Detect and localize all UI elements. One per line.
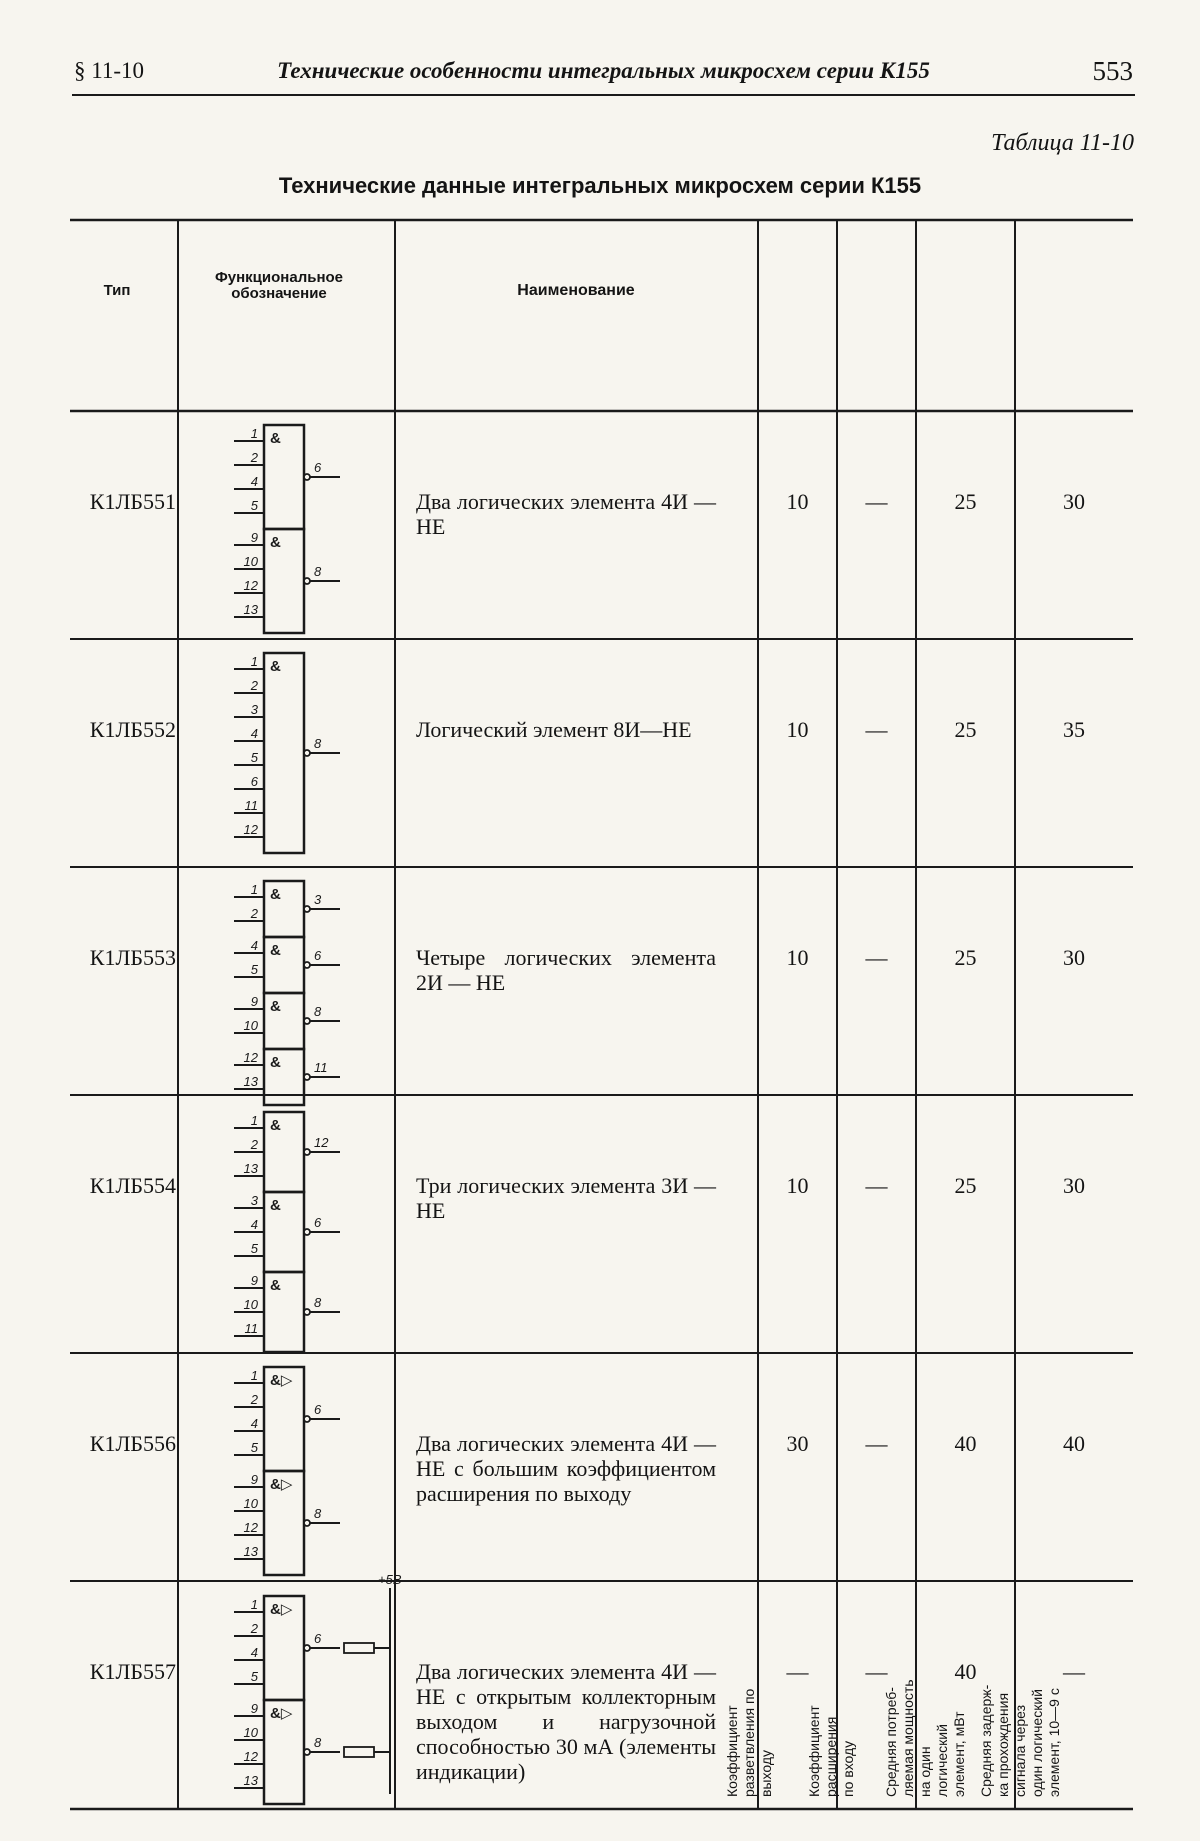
cell-fanout: 30 <box>786 1431 809 1456</box>
cell-power: 25 <box>954 489 977 514</box>
pin-label: 2 <box>250 906 258 921</box>
cell-delay: 30 <box>1063 945 1085 970</box>
cell-type: К1ЛБ557 <box>89 1659 176 1684</box>
cell-fanout: 10 <box>786 1173 809 1198</box>
cell-type: К1ЛБ554 <box>89 1173 176 1198</box>
cell-fanout: 10 <box>786 945 809 970</box>
pin-label: 11 <box>244 1321 258 1336</box>
inverter-bubble <box>304 578 310 584</box>
pin-label: 6 <box>314 1631 322 1646</box>
pin-label: 5 <box>250 750 258 765</box>
pin-label: 4 <box>250 1645 258 1660</box>
pin-label: 2 <box>250 1392 258 1407</box>
cell-power: 25 <box>954 1173 977 1198</box>
pin-label: 5 <box>250 498 258 513</box>
cell-power: 25 <box>954 717 977 742</box>
pin-label: 6 <box>250 774 258 789</box>
pin-label: 12 <box>243 1520 258 1535</box>
gate-symbol: & <box>270 658 281 675</box>
cell-name: Два логических элемента 4И — НЕ с большим коэффициентом расширения по выходу <box>416 1431 716 1506</box>
pin-label: 13 <box>243 1773 258 1788</box>
pin-label: 4 <box>250 1217 258 1232</box>
inverter-bubble <box>304 1018 310 1024</box>
cell-name: Два логических элемента 4И — НЕ с открытым коллекторным выходом и нагрузочной способностью 30 мА (элементы индикации) <box>416 1659 716 1784</box>
cell-fanout: 10 <box>786 717 809 742</box>
table-label: Таблица 11-10 <box>991 130 1134 156</box>
pin-label: 12 <box>243 822 258 837</box>
pin-label: 6 <box>314 1402 322 1417</box>
pin-label: 8 <box>314 564 322 579</box>
cell-name: Три логических элемента 3И — НЕ <box>416 1173 716 1223</box>
pin-label: 13 <box>243 1074 258 1089</box>
pin-label: 2 <box>250 450 258 465</box>
pin-label: 8 <box>314 1004 322 1019</box>
pin-label: 6 <box>314 1215 322 1230</box>
pin-label: 6 <box>314 460 322 475</box>
inverter-bubble <box>304 962 310 968</box>
pin-label: 6 <box>314 948 322 963</box>
pin-label: 2 <box>250 1621 258 1636</box>
data-table <box>70 218 1133 1811</box>
pin-label: 4 <box>250 1416 258 1431</box>
pin-label: 1 <box>250 1597 258 1612</box>
cell-type: К1ЛБ553 <box>89 945 176 970</box>
pin-label: 4 <box>250 938 258 953</box>
cell-fanin: — <box>865 1431 888 1456</box>
pin-label: 12 <box>243 1749 258 1764</box>
gate-symbol: & <box>270 1117 281 1134</box>
cell-fanin: — <box>865 1173 888 1198</box>
pin-label: 8 <box>314 1735 322 1750</box>
pin-label: 8 <box>314 736 322 751</box>
logic-symbol <box>178 411 395 639</box>
header-name: Наименование <box>517 282 635 299</box>
logic-symbol <box>178 1353 395 1581</box>
cell-delay: — <box>1063 1659 1085 1684</box>
pin-label: 10 <box>243 554 258 569</box>
logic-symbol <box>178 1095 395 1353</box>
pin-label: 3 <box>250 702 258 717</box>
header-type: Тип <box>103 282 131 299</box>
pin-label: 11 <box>244 798 258 813</box>
gate-symbol: &▷ <box>270 1372 293 1389</box>
pin-label: 5 <box>250 1669 258 1684</box>
cell-type: К1ЛБ551 <box>89 489 176 514</box>
gate-symbol: & <box>270 1054 281 1071</box>
pin-label: 8 <box>314 1506 322 1521</box>
cell-fanin: — <box>865 1659 888 1684</box>
cell-name: Логический элемент 8И—НЕ <box>416 717 692 742</box>
logic-symbol <box>178 867 395 1095</box>
pin-label: 1 <box>250 426 258 441</box>
cell-type: К1ЛБ552 <box>89 717 176 742</box>
pin-label: 1 <box>250 1368 258 1383</box>
cell-fanout: — <box>786 1659 809 1684</box>
section-number: § 11-10 <box>74 58 145 83</box>
pin-label: 12 <box>314 1135 329 1150</box>
header-fanout: Коэффициент разветвления по выходу <box>724 1688 774 1797</box>
inverter-bubble <box>304 750 310 756</box>
cell-power: 25 <box>954 945 977 970</box>
pin-label: 4 <box>250 474 258 489</box>
page-header <box>72 54 1135 96</box>
gate-symbol: &▷ <box>270 1476 293 1493</box>
cell-type: К1ЛБ556 <box>89 1431 176 1456</box>
cell-power: 40 <box>954 1431 977 1456</box>
header-power: Средняя потреб- ляемая мощность на один логический элемент, мВт <box>883 1679 967 1797</box>
cell-fanin: — <box>865 717 888 742</box>
pin-label: 12 <box>243 578 258 593</box>
pin-label: 13 <box>243 602 258 617</box>
cell-fanout: 10 <box>786 489 809 514</box>
pin-label: 9 <box>250 1472 258 1487</box>
inverter-bubble <box>304 1229 310 1235</box>
logic-symbol <box>178 1572 402 1811</box>
cell-delay: 30 <box>1063 489 1085 514</box>
inverter-bubble <box>304 1149 310 1155</box>
cell-name: Два логических элемента 4И — НЕ <box>416 489 716 539</box>
pin-label: 3 <box>250 1193 258 1208</box>
pin-label: 8 <box>314 1295 322 1310</box>
pin-label: 5 <box>250 962 258 977</box>
pin-label: 13 <box>243 1544 258 1559</box>
header-delay: Средняя задерж- ка прохождения сигнала через один логический элемент, 10—9 с <box>978 1684 1062 1797</box>
inverter-bubble <box>304 1645 310 1651</box>
gate-symbol: & <box>270 942 281 959</box>
cell-power: 40 <box>954 1659 977 1684</box>
cell-delay: 35 <box>1063 717 1085 742</box>
cell-delay: 30 <box>1063 1173 1085 1198</box>
gate-symbol: & <box>270 1277 281 1294</box>
gate-symbol: & <box>270 430 281 447</box>
cell-fanin: — <box>865 489 888 514</box>
gate-symbol: & <box>270 886 281 903</box>
cell-fanin: — <box>865 945 888 970</box>
pin-label: 9 <box>250 994 258 1009</box>
gate-symbol: & <box>270 998 281 1015</box>
pin-label: 11 <box>314 1060 328 1075</box>
inverter-bubble <box>304 1749 310 1755</box>
pin-label: 4 <box>250 726 258 741</box>
gate-box <box>264 653 304 853</box>
inverter-bubble <box>304 1416 310 1422</box>
table-title: Технические данные интегральных микросхем серии К155 <box>278 173 922 198</box>
gate-symbol: &▷ <box>270 1601 293 1618</box>
pin-label: 9 <box>250 530 258 545</box>
pin-label: 13 <box>243 1161 258 1176</box>
pin-label: 9 <box>250 1701 258 1716</box>
supply-label: +5В <box>378 1572 402 1587</box>
gate-symbol: & <box>270 534 281 551</box>
inverter-bubble <box>304 906 310 912</box>
inverter-bubble <box>304 1074 310 1080</box>
pin-label: 3 <box>314 892 322 907</box>
pin-label: 2 <box>250 1137 258 1152</box>
pin-label: 5 <box>250 1440 258 1455</box>
page-number: 553 <box>1092 56 1133 86</box>
header-func: Функциональное обозначение <box>214 269 344 302</box>
load-resistor <box>344 1747 374 1757</box>
pin-label: 10 <box>243 1297 258 1312</box>
logic-symbol <box>178 639 395 867</box>
cell-delay: 40 <box>1063 1431 1085 1456</box>
pin-label: 5 <box>250 1241 258 1256</box>
pin-label: 9 <box>250 1273 258 1288</box>
inverter-bubble <box>304 1520 310 1526</box>
pin-label: 2 <box>250 678 258 693</box>
inverter-bubble <box>304 1309 310 1315</box>
pin-label: 10 <box>243 1018 258 1033</box>
pin-label: 12 <box>243 1050 258 1065</box>
pin-label: 1 <box>250 1113 258 1128</box>
cell-name: Четыре логических элемента 2И — НЕ <box>416 945 716 995</box>
gate-symbol: &▷ <box>270 1705 293 1722</box>
load-resistor <box>344 1643 374 1653</box>
pin-label: 10 <box>243 1725 258 1740</box>
running-title: Технические особенности интегральных микросхем серии К155 <box>277 58 930 83</box>
header-fanin: Коэффициент расширения по входу <box>806 1705 856 1797</box>
pin-label: 10 <box>243 1496 258 1511</box>
inverter-bubble <box>304 474 310 480</box>
pin-label: 1 <box>250 882 258 897</box>
gate-symbol: & <box>270 1197 281 1214</box>
pin-label: 1 <box>250 654 258 669</box>
